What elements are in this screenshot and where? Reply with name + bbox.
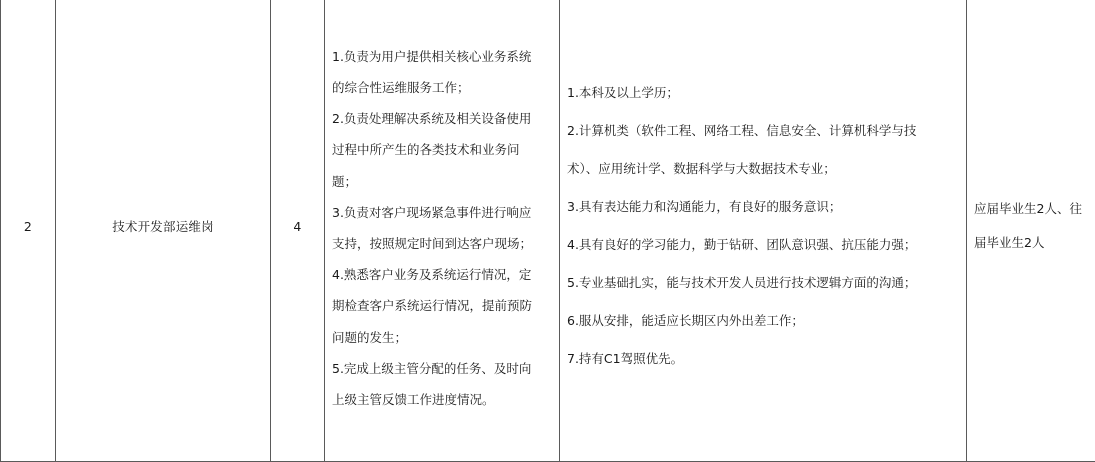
requirement-line: 7.持有C1驾照优先。 bbox=[567, 351, 684, 366]
duty-line: 期检查客户系统运行情况，提前预防 bbox=[332, 298, 533, 314]
duty-line: 过程中所产生的各类技术和业务问 bbox=[332, 142, 520, 158]
requirement-line: 2.计算机类（软件工程、网络工程、信息安全、计算机科学与技 bbox=[567, 123, 917, 138]
duty-line: 上级主管反馈工作进度情况。 bbox=[332, 392, 495, 408]
duty-line: 的综合性运维服务工作； bbox=[332, 79, 470, 95]
post-name: 技术开发部运维岗 bbox=[112, 219, 214, 234]
row-index: 2 bbox=[23, 218, 33, 234]
requirement-line: 6.服从安排，能适应长期区内外出差工作； bbox=[567, 313, 804, 328]
requirements-cell bbox=[560, 0, 967, 462]
headcount-cell bbox=[271, 0, 325, 462]
requirement-line: 4.具有良好的学习能力，勤于钻研、团队意识强、抗压能力强； bbox=[567, 237, 917, 252]
duty-line: 1.负责为用户提供相关核心业务系统 bbox=[332, 48, 532, 64]
duty-line: 问题的发生； bbox=[332, 329, 408, 345]
duty-line: 支持，按照规定时间到达客户现场； bbox=[332, 236, 533, 251]
requirements-list bbox=[560, 74, 966, 378]
requirement-line: 术）、应用统计学、数据科学与大数据技术专业； bbox=[567, 161, 836, 176]
duty-line: 3.负责对客户现场紧急事件进行响应 bbox=[332, 204, 532, 220]
requirement-line: 1.本科及以上学历； bbox=[567, 85, 679, 100]
requirement-line: 3.具有表达能力和沟通能力，有良好的服务意识； bbox=[567, 199, 842, 214]
note-cell bbox=[967, 0, 1095, 462]
duty-line: 4.熟悉客户业务及系统运行情况，定 bbox=[332, 267, 532, 283]
post-name-cell bbox=[56, 0, 271, 462]
table-row bbox=[1, 0, 1095, 462]
duties-cell bbox=[325, 0, 560, 462]
requirement-line: 5.专业基础扎实，能与技术开发人员进行技术逻辑方面的沟通； bbox=[567, 275, 917, 290]
note-line: 届毕业生2人 bbox=[974, 235, 1045, 250]
note-line: 应届毕业生2人、往 bbox=[974, 201, 1082, 216]
duty-line: 5.完成上级主管分配的任务、及时向 bbox=[332, 360, 532, 376]
row-index-cell bbox=[1, 0, 56, 462]
duty-line: 2.负责处理解决系统及相关设备使用 bbox=[332, 111, 532, 127]
headcount: 4 bbox=[293, 218, 302, 234]
duties-list bbox=[325, 37, 559, 415]
note-list bbox=[967, 192, 1095, 260]
duty-line: 题； bbox=[332, 173, 358, 189]
